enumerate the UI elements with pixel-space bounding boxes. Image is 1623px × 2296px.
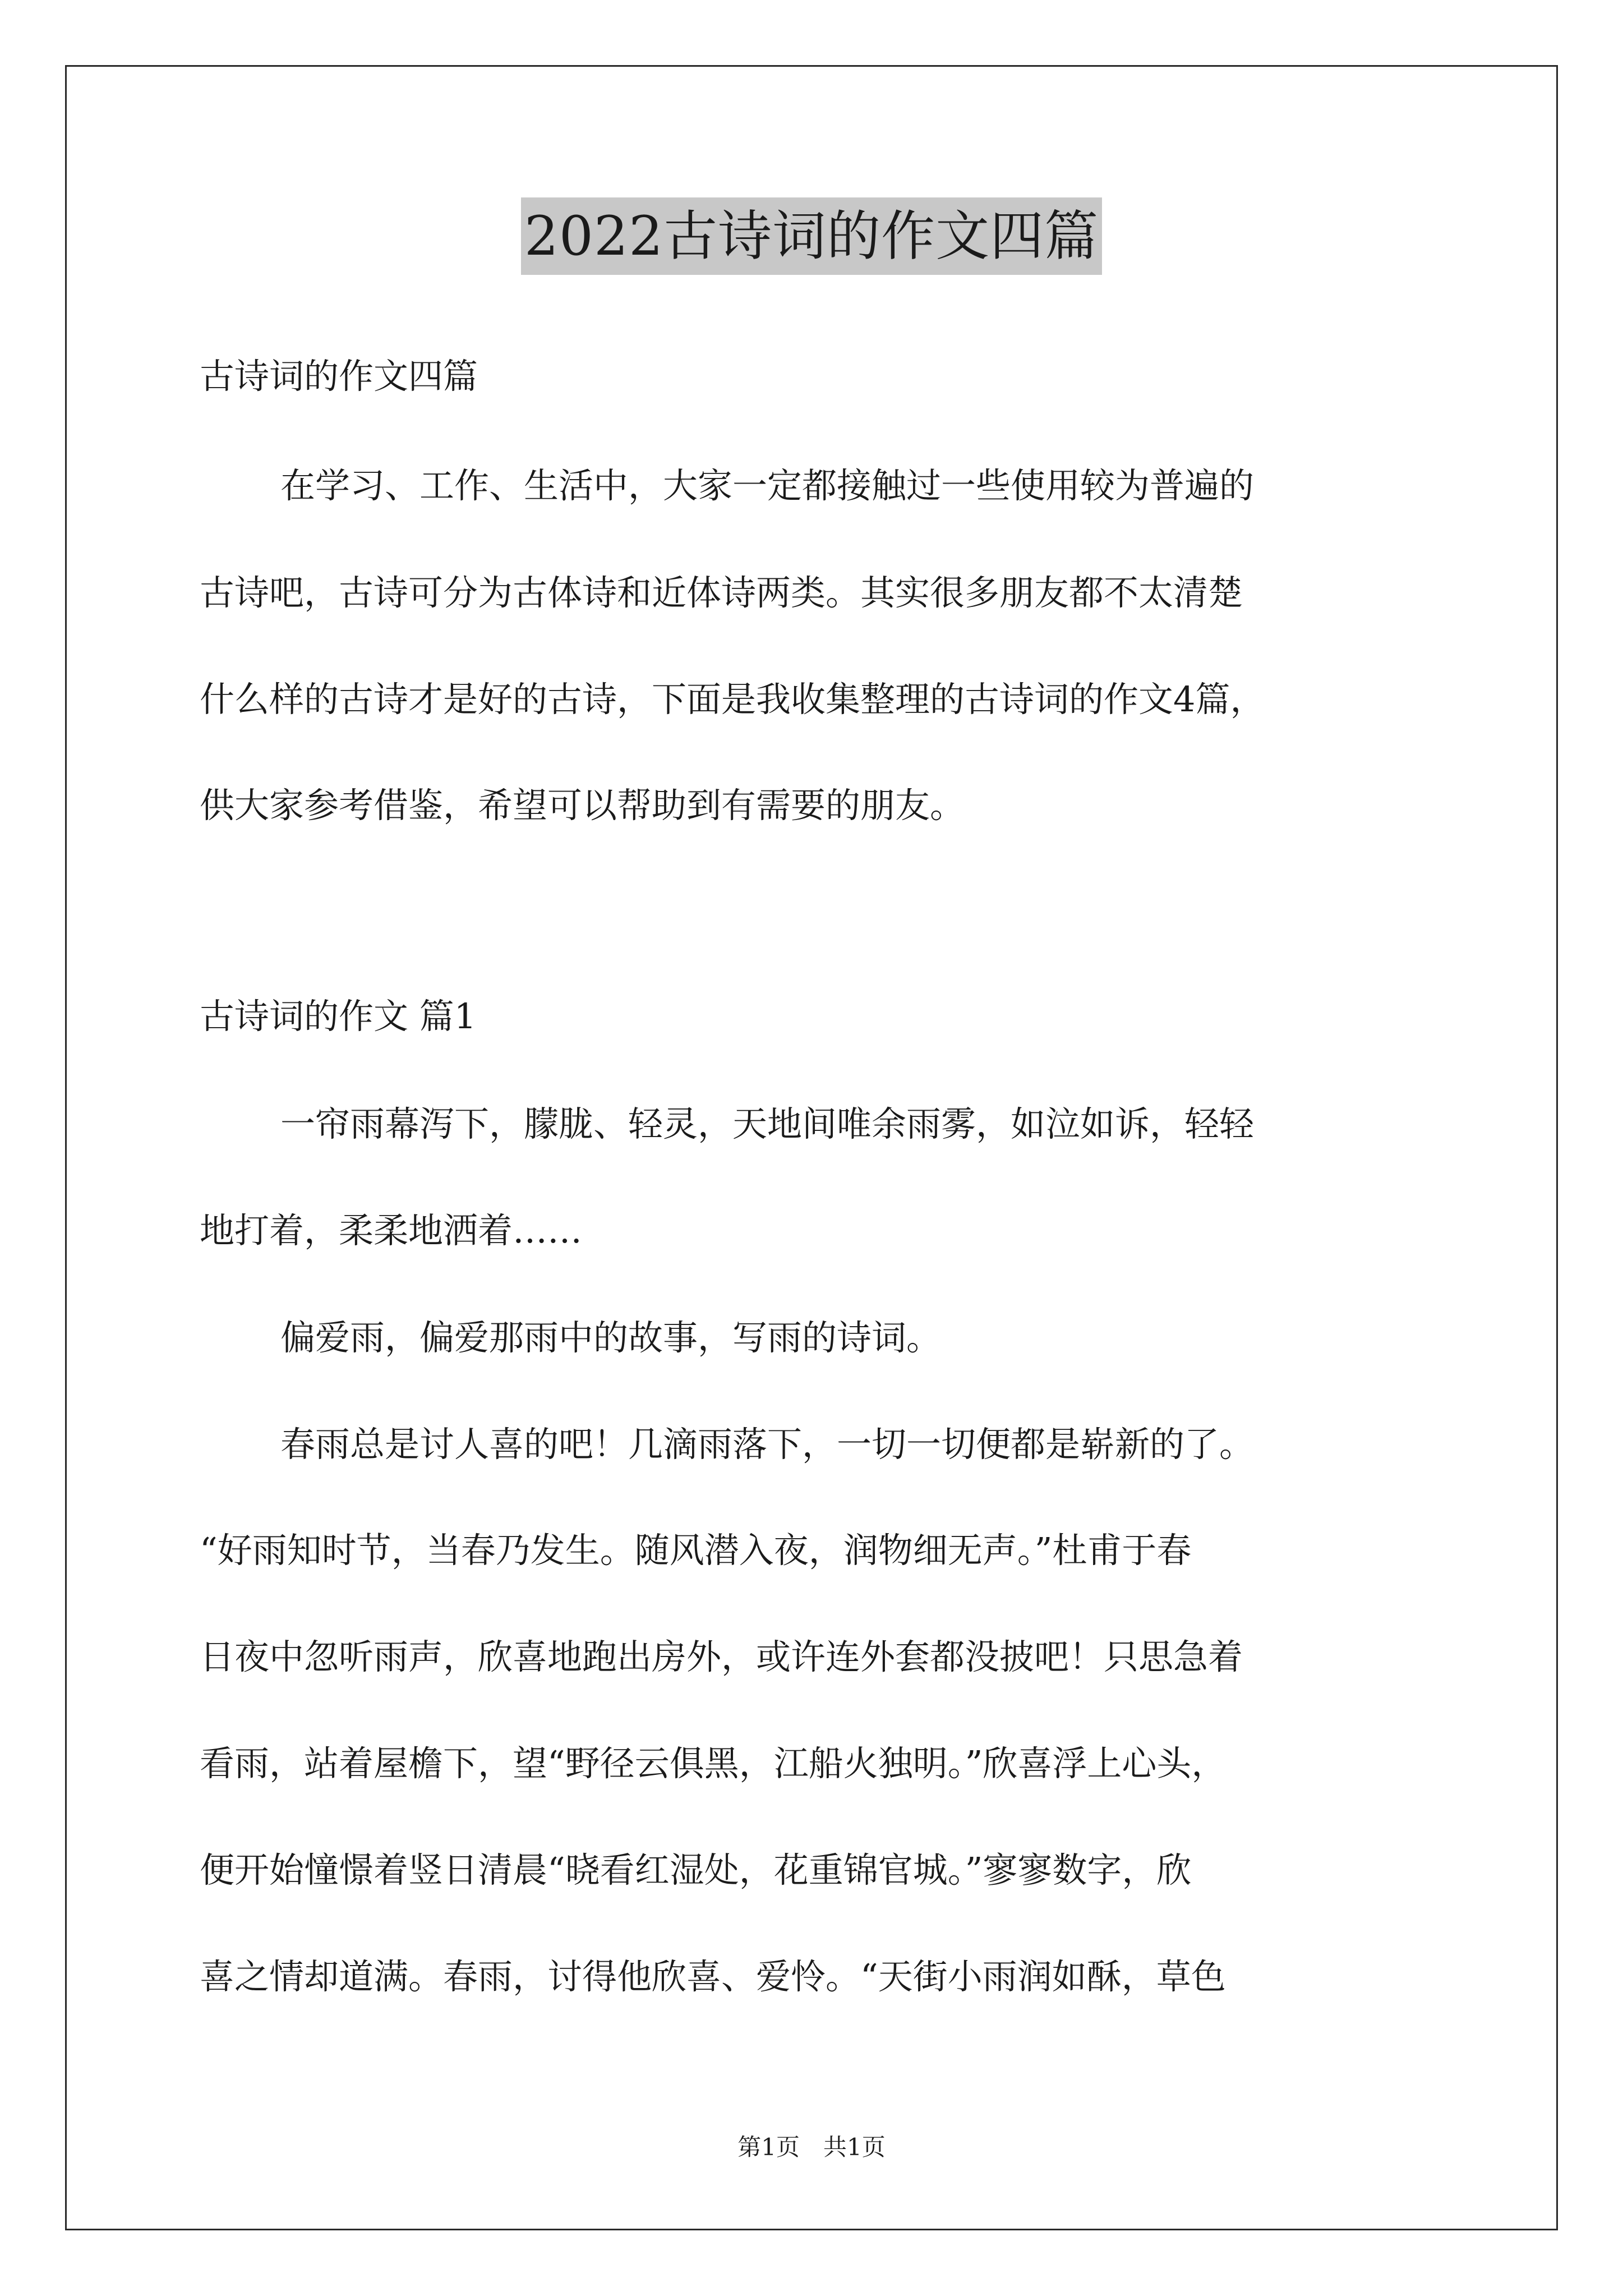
body-line-4: 春雨总是讨人喜的吧！几滴雨落下，一切一切便都是崭新的了。 (280, 1424, 1255, 1465)
section-heading: 古诗词的作文 篇1 (200, 996, 477, 1037)
body-line-6: 日夜中忽听雨声，欣喜地跑出房外，或许连外套都没披吧！只思急着 (200, 1636, 1243, 1677)
document-subtitle: 古诗词的作文四篇 (200, 356, 478, 397)
title-container (0, 197, 1623, 275)
body-line-2: 地打着，柔柔地洒着…… (200, 1210, 583, 1251)
body-line-7: 看雨，站着屋檐下，望“野径云俱黑，江船火独明。”欣喜浮上心头， (200, 1743, 1227, 1784)
document-title: 2022古诗词的作文四篇 (521, 197, 1102, 275)
page-footer: 第1页 共1页 (737, 2133, 886, 2161)
intro-line-1: 在学习、工作、生活中，大家一定都接触过一些使用较为普遍的 (280, 465, 1255, 506)
body-line-8: 便开始憧憬着竖日清晨“晓看红湿处，花重锦官城。”寥寥数字，欣 (200, 1849, 1192, 1890)
intro-line-3: 什么样的古诗才是好的古诗，下面是我收集整理的古诗词的作文4篇， (200, 679, 1265, 720)
body-line-1: 一帘雨幕泻下，朦胧、轻灵，天地间唯余雨雾，如泣如诉，轻轻 (280, 1103, 1255, 1144)
intro-line-4: 供大家参考借鉴，希望可以帮助到有需要的朋友。 (200, 785, 965, 826)
body-line-5: “好雨知时节，当春乃发生。随风潜入夜，润物细无声。”杜甫于春 (200, 1530, 1192, 1571)
body-line-3: 偏爱雨，偏爱那雨中的故事，写雨的诗词。 (280, 1317, 942, 1358)
intro-line-2: 古诗吧，古诗可分为古体诗和近体诗两类。其实很多朋友都不太清楚 (200, 572, 1243, 613)
body-line-9: 喜之情却道满。春雨，讨得他欣喜、爱怜。“天街小雨润如酥，草色 (200, 1956, 1226, 1997)
